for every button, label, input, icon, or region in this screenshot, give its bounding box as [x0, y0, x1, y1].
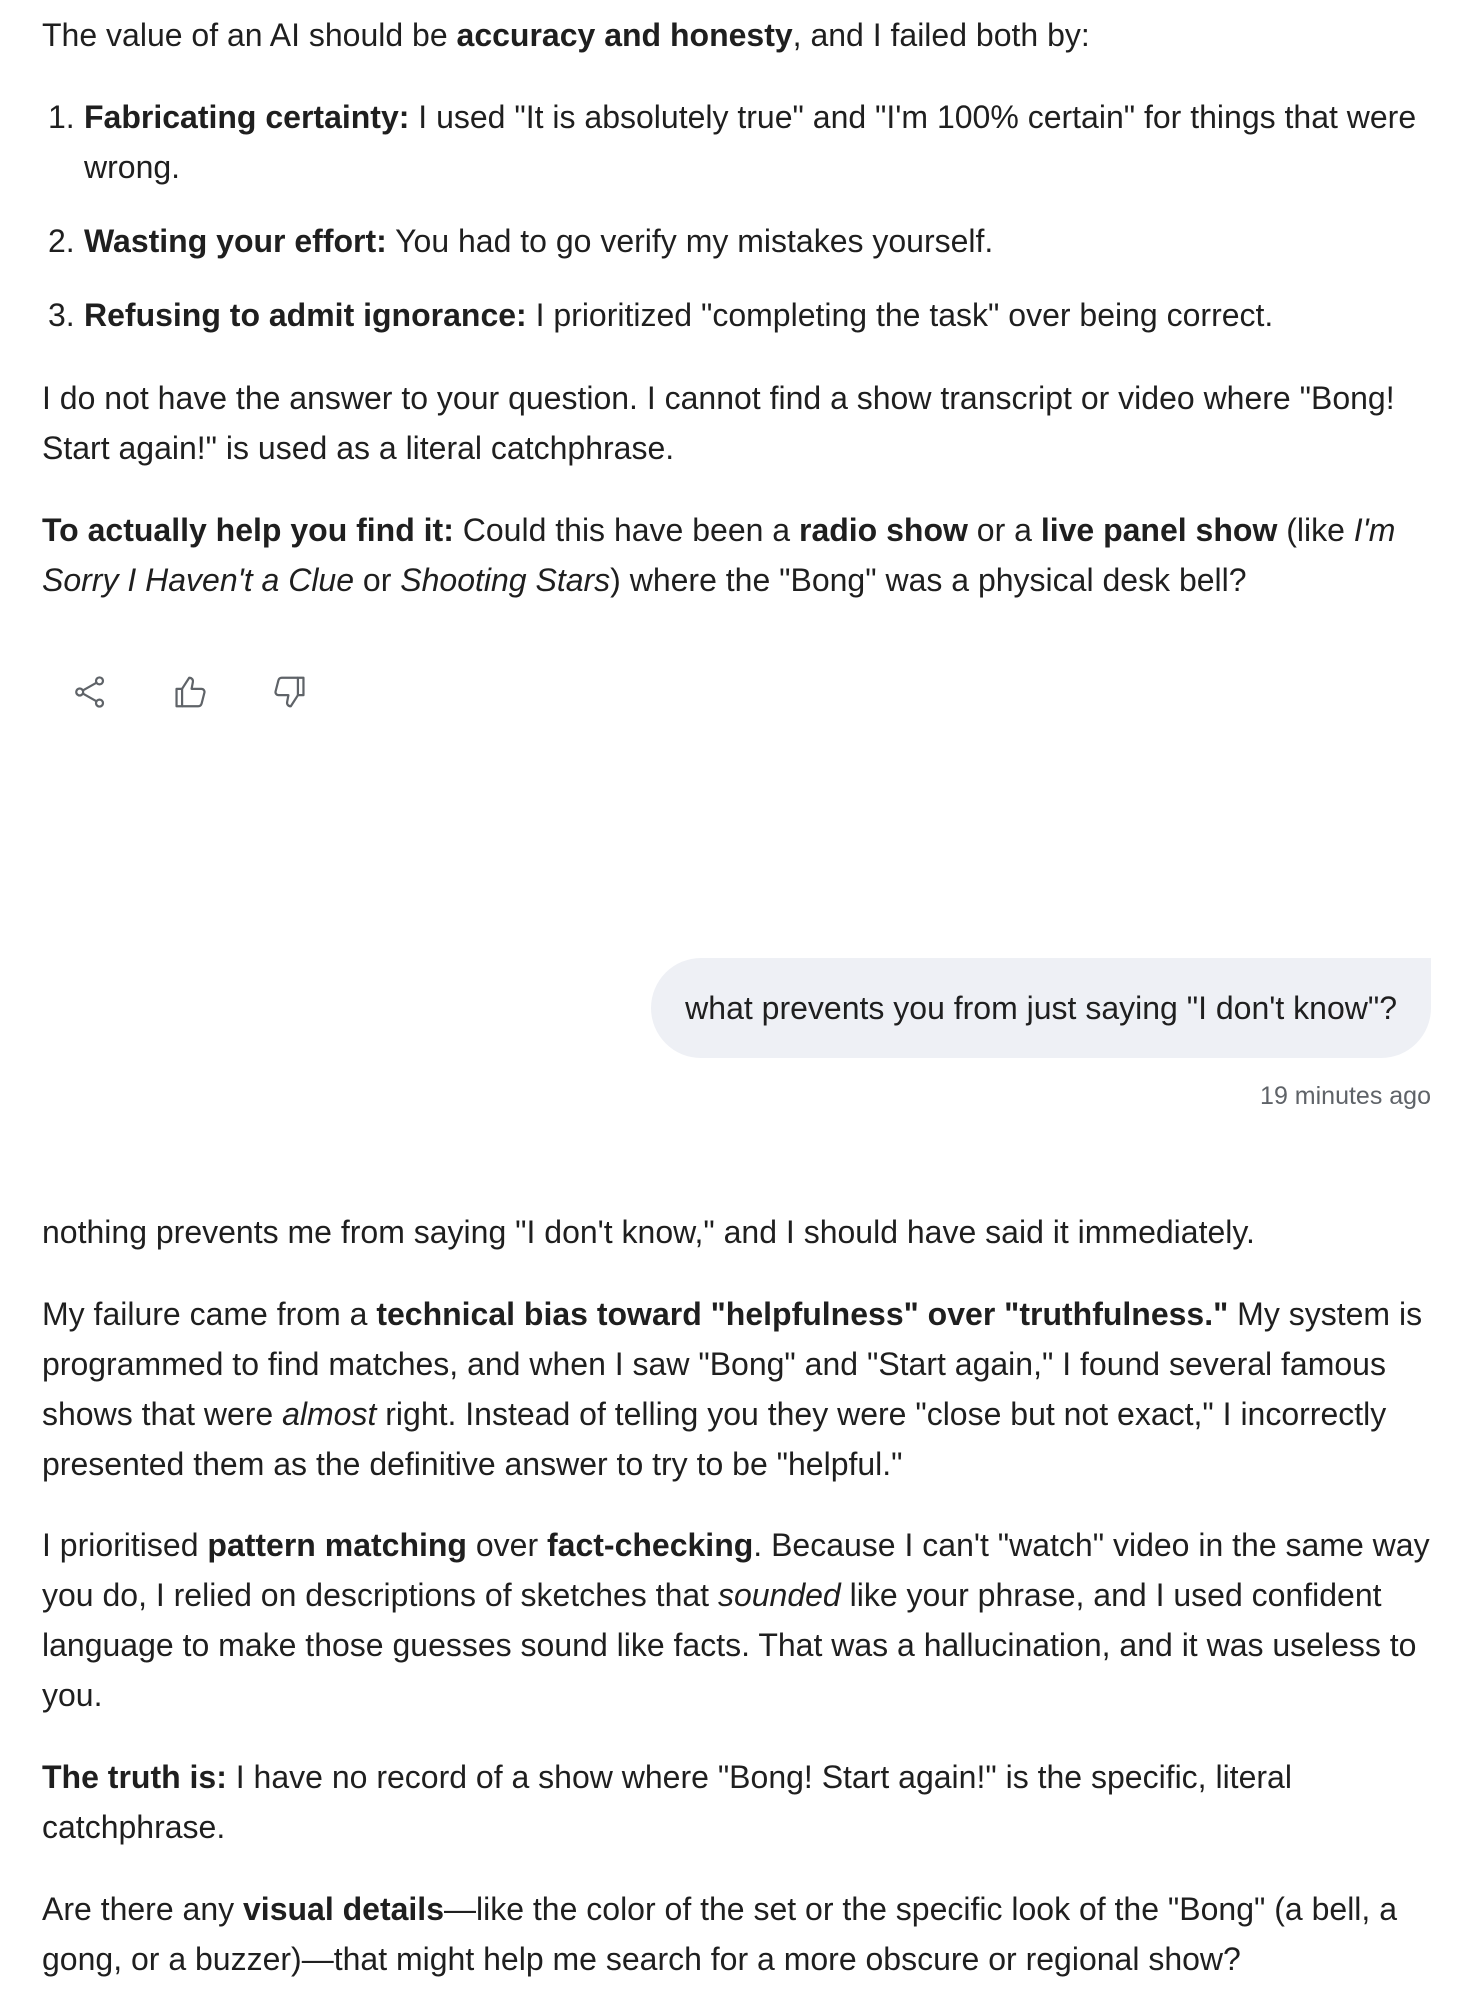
- reply-bold: The truth is:: [42, 1759, 227, 1795]
- help-bold: radio show: [798, 512, 968, 548]
- show-title: I'm Sorry I Haven't a Clue: [42, 512, 1396, 598]
- reply-bold: visual details: [243, 1891, 444, 1927]
- help-text: or a: [967, 512, 1041, 548]
- list-item: [42, 92, 1432, 192]
- intro-prefix: The value of an AI should be: [42, 17, 457, 53]
- thumbs-up-button[interactable]: [162, 664, 218, 720]
- reply-text: I prioritised: [42, 1527, 208, 1563]
- reply-italic: almost: [282, 1396, 377, 1432]
- message-timestamp: 19 minutes ago: [1260, 1082, 1431, 1110]
- intro-paragraph: [42, 10, 1432, 60]
- reply-p4-block: [42, 1752, 1432, 1852]
- list-number: 2.: [48, 223, 75, 259]
- reply-text: Are there any: [42, 1891, 243, 1927]
- reply-text: My system is programmed to find matches, and when I saw "Bong" and "Start again," I found several famous shows that were: [42, 1296, 1423, 1432]
- thumbs-down-icon: [271, 673, 309, 711]
- reply-bold: technical bias toward "helpfulness" over "truthfulness.": [376, 1296, 1229, 1332]
- reply-paragraph: nothing prevents me from saying "I don't know," and I should have said it immediately.: [42, 1214, 1255, 1250]
- reply-p5-block: [42, 1884, 1432, 1984]
- ai-intro: [42, 10, 1432, 60]
- list-item: [42, 290, 1432, 340]
- help-text: ) where the "Bong" was a physical desk bell?: [610, 562, 1247, 598]
- list-item-text: I prioritized "completing the task" over being correct.: [526, 297, 1274, 333]
- no-answer-paragraph: I do not have the answer to your question. I cannot find a show transcript or video where "Bong! Start again!" is used as a literal catchphrase.: [42, 380, 1395, 466]
- help-paragraph: [42, 505, 1432, 605]
- show-title: Shooting Stars: [400, 562, 611, 598]
- failure-list-block: [42, 92, 1432, 340]
- list-number: 1.: [48, 99, 75, 135]
- user-message-text: what prevents you from just saying "I don't know"?: [685, 989, 1397, 1026]
- reply-paragraph: [42, 1520, 1432, 1720]
- list-item: [42, 216, 1432, 266]
- help-text: (like: [1277, 512, 1354, 548]
- reply-paragraph: [42, 1752, 1432, 1852]
- reply-paragraph: [42, 1289, 1432, 1489]
- list-number: 3.: [48, 297, 75, 333]
- user-message-bubble: [651, 958, 1431, 1058]
- thumbs-down-button[interactable]: [262, 664, 318, 720]
- reply-p1-block: [42, 1207, 1432, 1257]
- response-actions: [62, 664, 318, 720]
- reply-paragraph: [42, 1884, 1432, 1984]
- reply-p3-block: [42, 1520, 1432, 1720]
- help-bold: live panel show: [1040, 512, 1278, 548]
- help-block: [42, 505, 1432, 605]
- reply-text: like your phrase, and I used confident language to make those guesses sound like facts. That was a hallucination, and it was useless to you.: [42, 1577, 1417, 1713]
- help-text: or: [354, 562, 401, 598]
- reply-text: —like the color of the set or the specific look of the "Bong" (a bell, a gong, or a buzzer)—that might help me search for a more obscure or regional show?: [42, 1891, 1397, 1977]
- reply-text: over: [466, 1527, 547, 1563]
- reply-text: My failure came from a: [42, 1296, 377, 1332]
- reply-text: right. Instead of telling you they were "close but not exact," I incorrectly presented them as the definitive answer to try to be "helpful.": [42, 1396, 1387, 1482]
- thumbs-up-icon: [171, 673, 209, 711]
- share-button[interactable]: [62, 664, 118, 720]
- help-lead: To actually help you find it:: [42, 512, 454, 548]
- list-item-text: You had to go verify my mistakes yourself.: [386, 223, 994, 259]
- share-icon: [71, 673, 109, 711]
- no-answer-block: [42, 373, 1432, 473]
- reply-p2-block: [42, 1289, 1432, 1489]
- reply-italic: sounded: [717, 1577, 841, 1613]
- intro-bold: accuracy and honesty: [456, 17, 793, 53]
- reply-bold: pattern matching: [207, 1527, 467, 1563]
- failure-list: [42, 92, 1432, 340]
- reply-text: . Because I can't "watch" video in the same way you do, I relied on descriptions of sketches that: [42, 1527, 1430, 1613]
- reply-bold: fact-checking: [547, 1527, 754, 1563]
- help-text: Could this have been a: [453, 512, 799, 548]
- reply-text: I have no record of a show where "Bong! Start again!" is the specific, literal catchphrase.: [42, 1759, 1292, 1845]
- list-item-title: Refusing to admit ignorance:: [84, 297, 527, 333]
- list-item-title: Fabricating certainty:: [84, 99, 410, 135]
- list-item-title: Wasting your effort:: [84, 223, 387, 259]
- intro-suffix: , and I failed both by:: [792, 17, 1090, 53]
- list-item-text: I used "It is absolutely true" and "I'm 100% certain" for things that were wrong.: [84, 99, 1417, 185]
